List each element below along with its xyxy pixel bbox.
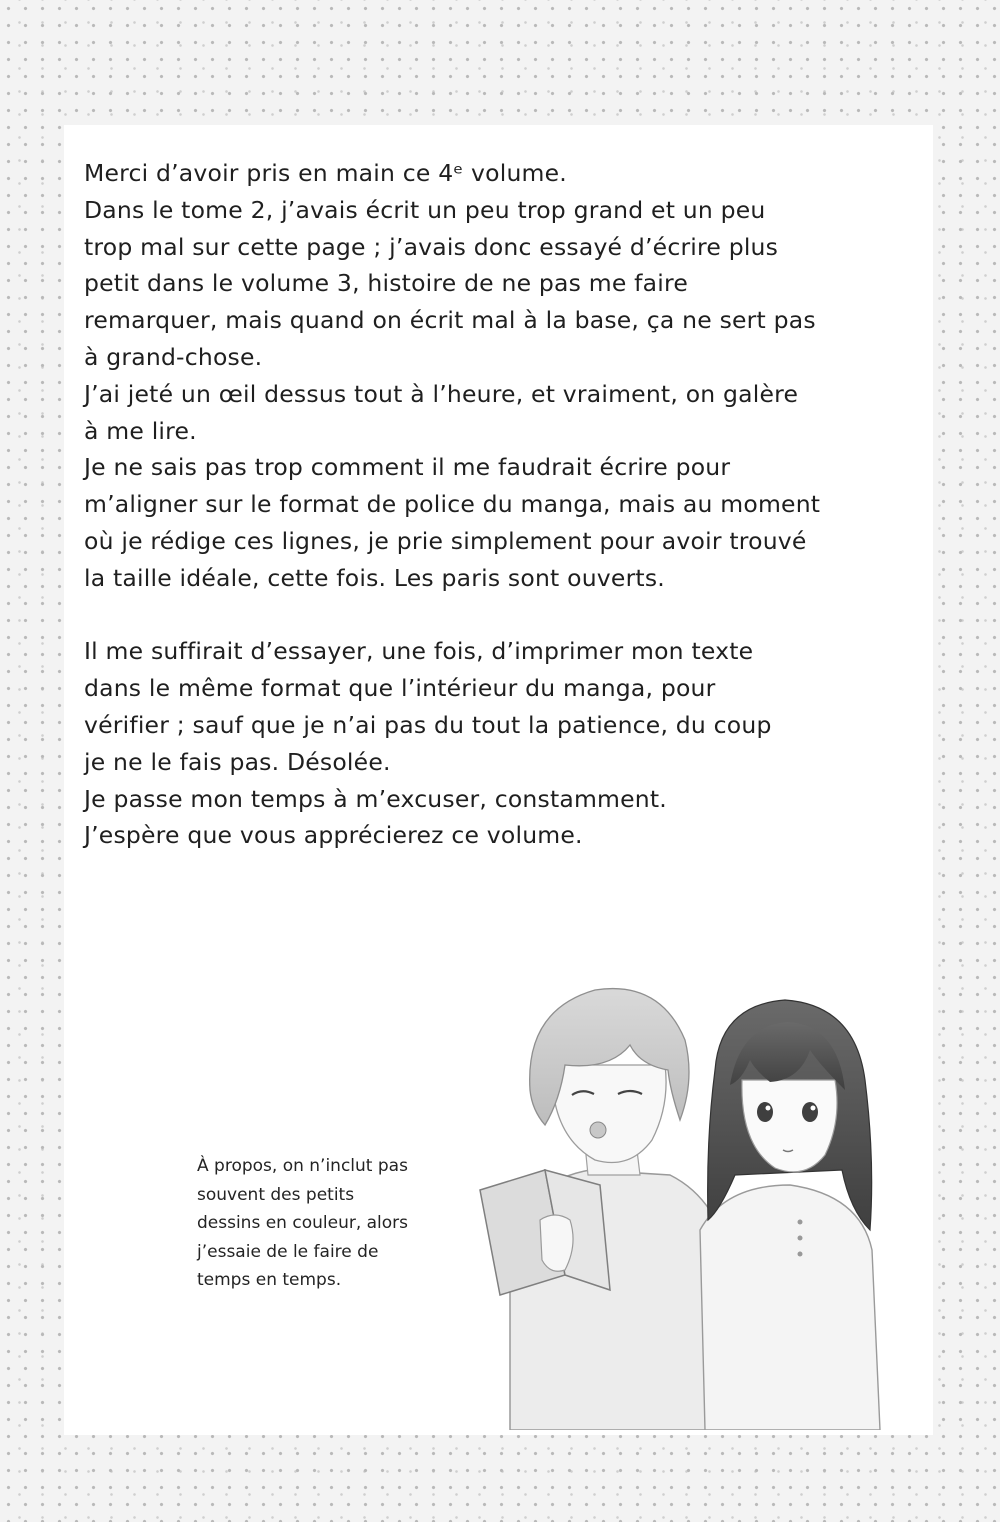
paragraph-gap (84, 597, 874, 634)
message-line: à me lire. (84, 416, 197, 445)
caption-line: j’essaie de le faire de (197, 1241, 379, 1262)
message-line: Merci d’avoir pris en main ce 4ᵉ volume. (84, 159, 567, 187)
message-line: petit dans le volume 3, histoire de ne pas me faire (84, 269, 688, 298)
message-line: trop mal sur cette page ; j’avais donc essayé d’écrire plus (84, 232, 779, 261)
message-line: vérifier ; sauf que je n’ai pas du tout la patience, du coup (84, 710, 772, 739)
message-line: J’espère que vous apprécierez ce volume. (84, 821, 583, 850)
caption-line: À propos, on n’inclut pas (197, 1156, 408, 1176)
message-line: à grand-chose. (84, 342, 263, 371)
illustration-caption (197, 1152, 457, 1295)
message-line: dans le même format que l’intérieur du manga, pour (84, 674, 716, 703)
message-line: Il me suffirait d’essayer, une fois, d’imprimer mon texte (84, 637, 754, 666)
author-message (84, 155, 874, 854)
illustration-couple-reading (470, 970, 890, 1430)
girl-figure (700, 1000, 880, 1430)
message-line: Je passe mon temps à m’excuser, constamment. (84, 784, 667, 813)
message-line: où je rédige ces lignes, je prie simplement pour avoir trouvé (84, 526, 807, 555)
message-line: Je ne sais pas trop comment il me faudrait écrire pour (84, 453, 731, 482)
boy-figure (480, 989, 738, 1430)
message-line: J’ai jeté un œil dessus tout à l’heure, et vraiment, on galère (84, 379, 799, 408)
caption-line: dessins en couleur, alors (197, 1213, 409, 1233)
message-line: remarquer, mais quand on écrit mal à la base, ça ne sert pas (84, 306, 816, 335)
message-line: je ne le fais pas. Désolée. (84, 747, 391, 776)
message-line: la taille idéale, cette fois. Les paris sont ouverts. (84, 563, 665, 592)
message-line: m’aligner sur le format de police du manga, mais au moment (84, 490, 821, 519)
caption-line: temps en temps. (197, 1270, 342, 1290)
message-line: Dans le tome 2, j’avais écrit un peu trop grand et un peu (84, 195, 766, 224)
caption-line: souvent des petits (197, 1184, 355, 1205)
